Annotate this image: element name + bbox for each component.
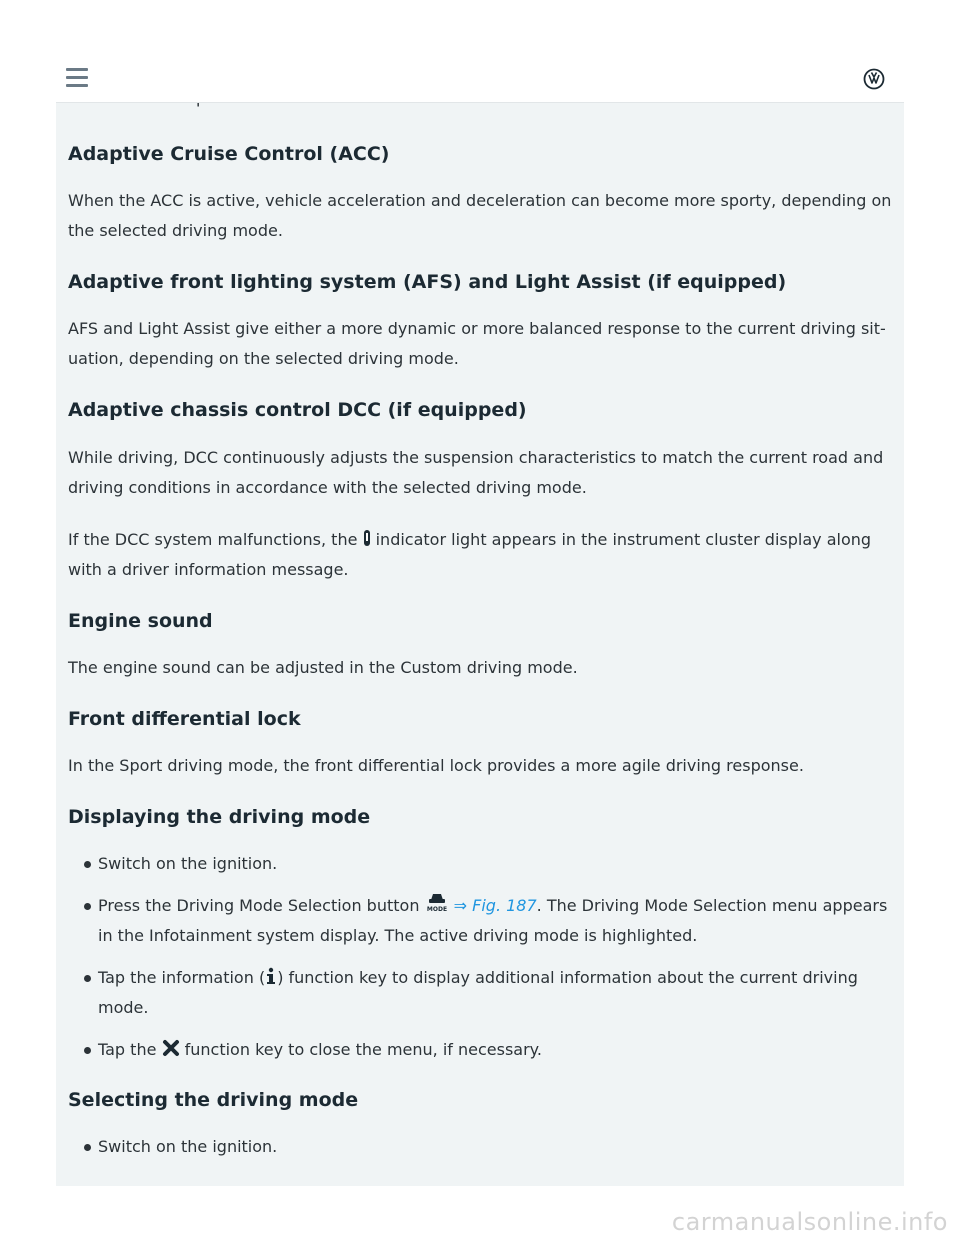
- list-item: [84, 849, 904, 879]
- list-item: [84, 963, 904, 1023]
- paragraph-afs: AFS and Light Assist give either a more dynamic or more balanced response to the current driving sit-uation, depending on the selected driving mode.: [68, 319, 886, 368]
- heading-acc: Adaptive Cruise Control (ACC): [68, 143, 390, 165]
- heading-selecting-mode: Selecting the driving mode: [68, 1089, 359, 1111]
- heading-front-diff: Front differential lock: [68, 708, 301, 730]
- mode-button-icon: [425, 891, 449, 913]
- step-text: Switch on the ignition.: [98, 854, 278, 873]
- mode-button-label: MODE: [426, 906, 447, 913]
- dcc-text-b: indicator light appears in the instrument cluster display along with a driver information message.: [68, 530, 872, 579]
- list-item: [84, 1035, 904, 1065]
- top-bar: [56, 0, 904, 103]
- dcc-indicator-light-icon: [363, 529, 371, 547]
- paragraph-engine-sound: [68, 653, 892, 683]
- step-text: Press the Driving Mode Selection button: [98, 896, 420, 915]
- step-text: Switch on the ignition.: [98, 1137, 278, 1156]
- mode-name-sport: Sport: [119, 756, 163, 775]
- info-icon: [265, 967, 277, 985]
- close-icon: [162, 1039, 180, 1057]
- paragraph-acc: When the ACC is active, vehicle acceleration and deceleration can become more sporty, depending on the selected driving mode.: [68, 191, 892, 240]
- manual-page: [56, 0, 904, 1186]
- list-item: [84, 891, 904, 951]
- fig-187-link[interactable]: ⇒ Fig. 187: [453, 896, 537, 915]
- watermark: carmanualsonline.info: [671, 1208, 948, 1236]
- mode-name-custom: Custom: [400, 658, 462, 677]
- engine-sound-text-b: driving mode.: [466, 658, 578, 677]
- dcc-text-a: If the DCC system malfunctions, the: [68, 530, 358, 549]
- front-diff-text-b: driving mode, the front differential lock provides a more agile driving response.: [167, 756, 804, 775]
- step-text: . The Driving Mode Selection menu appears in the Infotainment system display. The active driving mode is highlighted.: [98, 896, 888, 945]
- paragraph-dcc-malfunction: [68, 525, 892, 585]
- paragraph-dcc: While driving, DCC continuously adjusts the suspension characteristics to match the current road and driving conditions in accordance with the selected driving mode.: [68, 448, 884, 497]
- list-item: [84, 1132, 904, 1162]
- paragraph-front-diff: [68, 751, 892, 781]
- heading-engine-sound: Engine sound: [68, 610, 213, 632]
- front-diff-text-a: In the: [68, 756, 115, 775]
- heading-displaying-mode: Displaying the driving mode: [68, 806, 371, 828]
- step-text: Tap the information (: [98, 968, 266, 987]
- step-text: function key to close the menu, if necessary.: [184, 1040, 542, 1059]
- engine-sound-text-a: The engine sound can be adjusted in the: [68, 658, 396, 677]
- hamburger-menu-icon[interactable]: [66, 68, 88, 88]
- step-text: ) function key to display additional information about the current driving mode.: [98, 968, 858, 1017]
- heading-afs: Adaptive front lighting system (AFS) and Light Assist (if equipped): [68, 271, 787, 293]
- heading-dcc: Adaptive chassis control DCC (if equipped): [68, 399, 527, 421]
- vw-logo-icon[interactable]: [863, 68, 885, 90]
- step-text: Tap the: [98, 1040, 157, 1059]
